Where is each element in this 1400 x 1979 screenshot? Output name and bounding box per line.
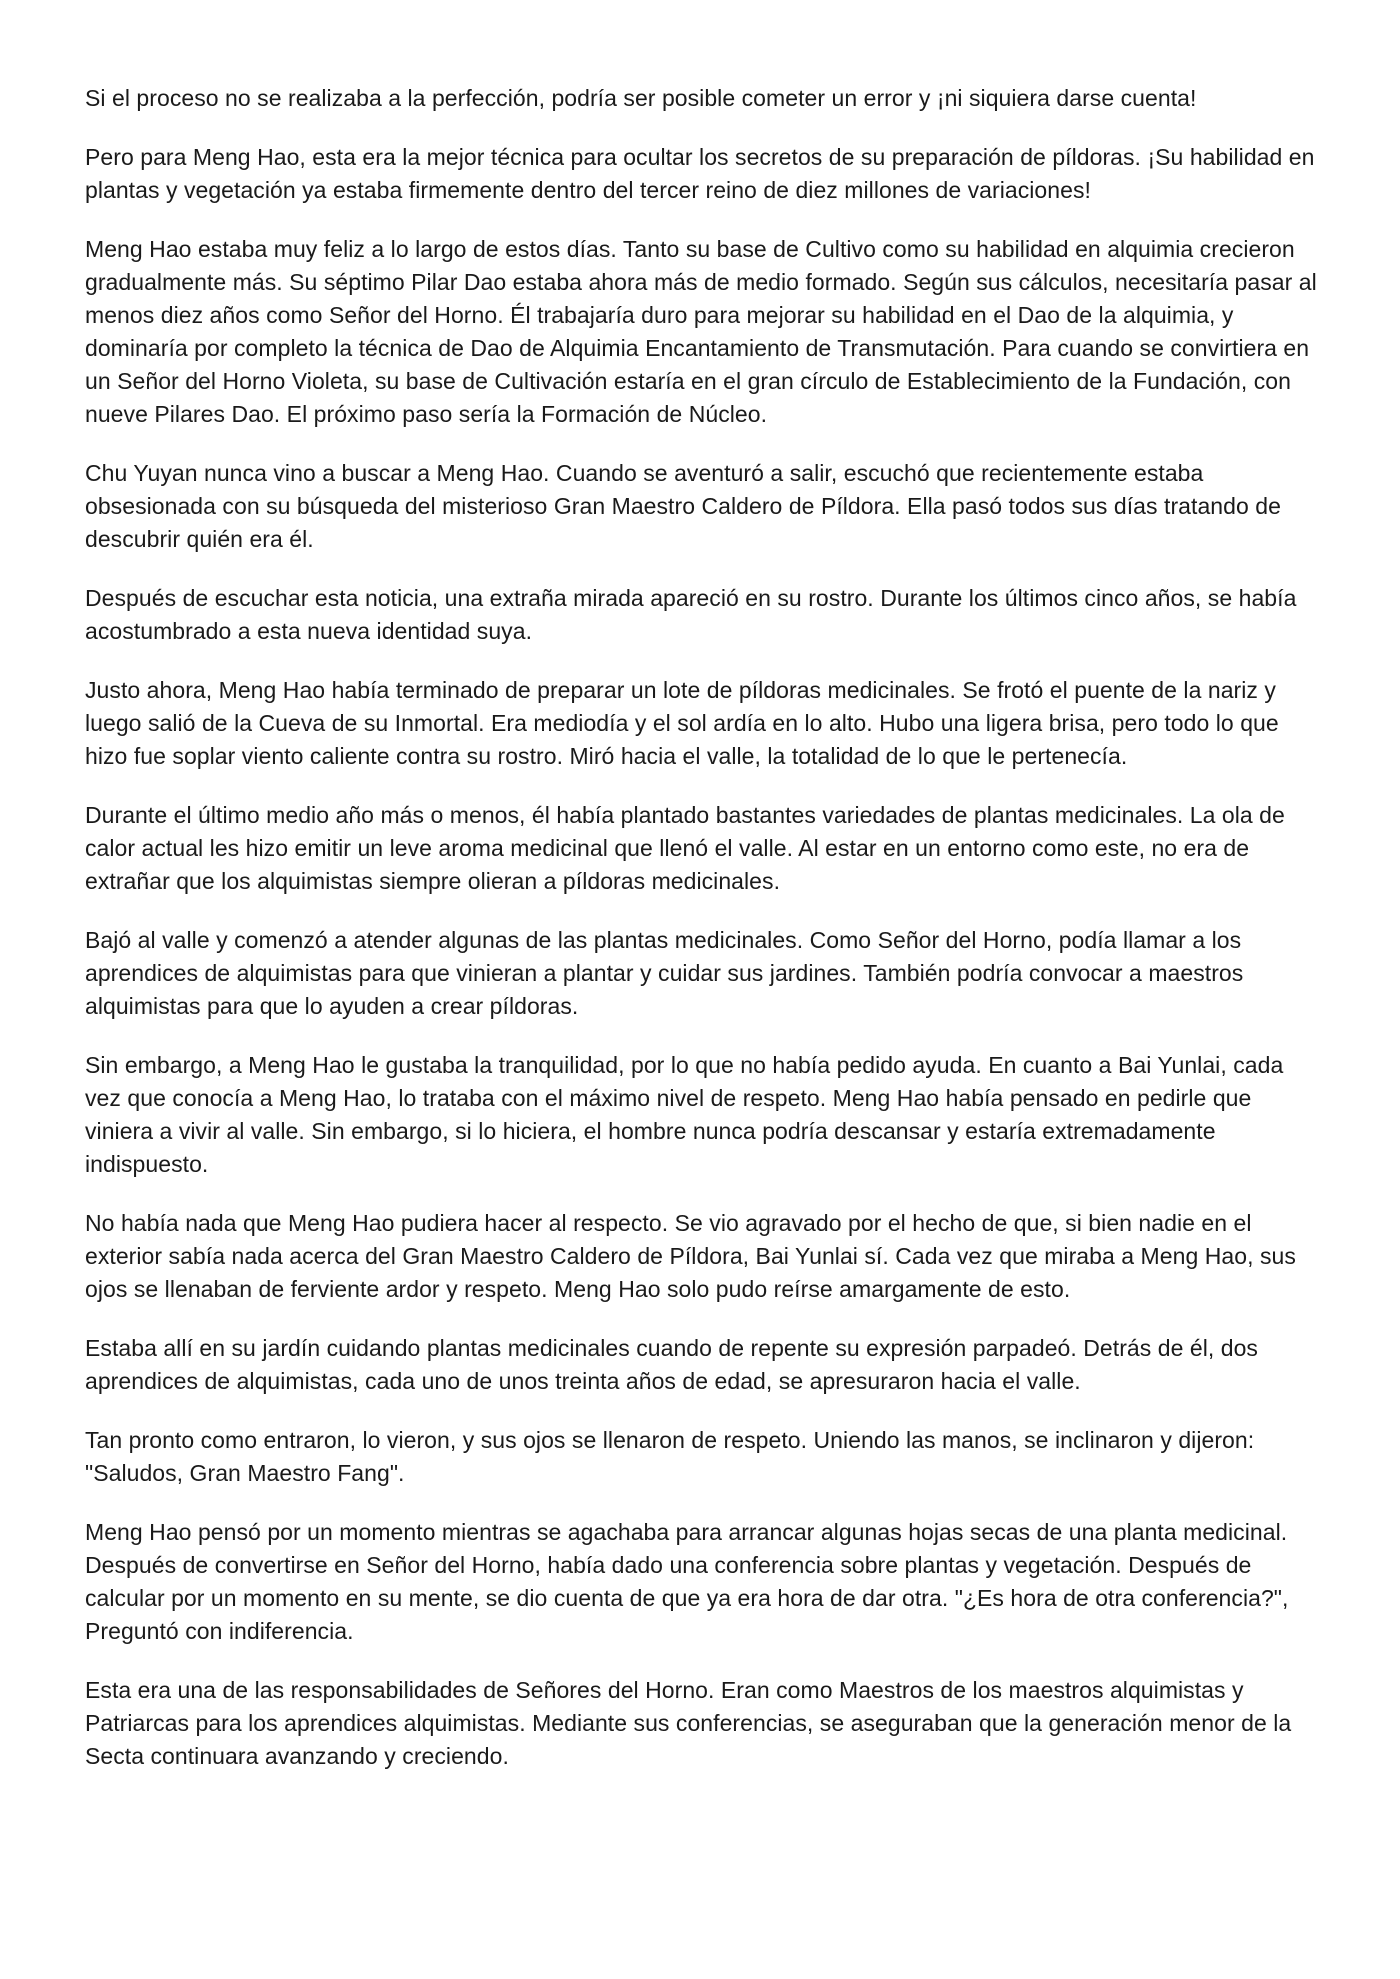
paragraph-12: Tan pronto como entraron, lo vieron, y sus ojos se llenaron de respeto. Uniendo las manos, se inclinaron y dijeron: "Saludos, Gran Maestro Fang". <box>85 1427 1255 1486</box>
paragraph-13: Meng Hao pensó por un momento mientras se agachaba para arrancar algunas hojas secas de una planta medicinal. Después de convertirse en Señor del Horno, había dado una conferencia sobre plantas y vegetación. Después de calcular por un momento en su mente, se dio cuenta de que ya era hora de dar otra. "¿Es hora de otra conferencia?", Preguntó con indiferencia. <box>85 1519 1289 1644</box>
paragraph-5: Después de escuchar esta noticia, una extraña mirada apareció en su rostro. Durante los últimos cinco años, se había acostumbrado a esta nueva identidad suya. <box>85 585 1297 644</box>
paragraph-6: Justo ahora, Meng Hao había terminado de preparar un lote de píldoras medicinales. Se frotó el puente de la nariz y luego salió de la Cueva de su Inmortal. Era mediodía y el sol ardía en lo alto. Hubo una ligera brisa, pero todo lo que hizo fue soplar viento caliente contra su rostro. Miró hacia el valle, la totalidad de lo que le pertenecía. <box>85 677 1279 769</box>
paragraph-1: Si el proceso no se realizaba a la perfección, podría ser posible cometer un error y ¡ni siquiera darse cuenta! <box>85 85 1197 111</box>
paragraph-14: Esta era una de las responsabilidades de Señores del Horno. Eran como Maestros de los maestros alquimistas y Patriarcas para los aprendices alquimistas. Mediante sus conferencias, se aseguraban que la generación menor de la Secta continuara avanzando y creciendo. <box>85 1677 1292 1769</box>
paragraph-8: Bajó al valle y comenzó a atender algunas de las plantas medicinales. Como Señor del Horno, podía llamar a los aprendices de alquimistas para que vinieran a plantar y cuidar sus jardines. También podría convocar a maestros alquimistas para que lo ayuden a crear píldoras. <box>85 927 1244 1019</box>
body-text <box>85 82 1325 1799</box>
paragraph-10: No había nada que Meng Hao pudiera hacer al respecto. Se vio agravado por el hecho de que, si bien nadie en el exterior sabía nada acerca del Gran Maestro Caldero de Píldora, Bai Yunlai sí. Cada vez que miraba a Meng Hao, sus ojos se llenaban de ferviente ardor y respeto. Meng Hao solo pudo reírse amargamente de esto. <box>85 1210 1296 1302</box>
paragraph-7: Durante el último medio año más o menos, él había plantado bastantes variedades de plantas medicinales. La ola de calor actual les hizo emitir un leve aroma medicinal que llenó el valle. Al estar en un entorno como este, no era de extrañar que los alquimistas siempre olieran a píldoras medicinales. <box>85 802 1285 894</box>
paragraph-4: Chu Yuyan nunca vino a buscar a Meng Hao. Cuando se aventuró a salir, escuchó que recientemente estaba obsesionada con su búsqueda del misterioso Gran Maestro Caldero de Píldora. Ella pasó todos sus días tratando de descubrir quién era él. <box>85 460 1281 552</box>
paragraph-2: Pero para Meng Hao, esta era la mejor técnica para ocultar los secretos de su preparación de píldoras. ¡Su habilidad en plantas y vegetación ya estaba firmemente dentro del tercer reino de diez millones de variaciones! <box>85 144 1315 203</box>
paragraph-3: Meng Hao estaba muy feliz a lo largo de estos días. Tanto su base de Cultivo como su habilidad en alquimia crecieron gradualmente más. Su séptimo Pilar Dao estaba ahora más de medio formado. Según sus cálculos, necesitaría pasar al menos diez años como Señor del Horno. Él trabajaría duro para mejorar su habilidad en el Dao de la alquimia, y dominaría por completo la técnica de Dao de Alquimia Encantamiento de Transmutación. Para cuando se convirtiera en un Señor del Horno Violeta, su base de Cultivación estaría en el gran círculo de Establecimiento de la Fundación, con nueve Pilares Dao. El próximo paso sería la Formación de Núcleo. <box>85 236 1317 427</box>
paragraph-11: Estaba allí en su jardín cuidando plantas medicinales cuando de repente su expresión parpadeó. Detrás de él, dos aprendices de alquimistas, cada uno de unos treinta años de edad, se apresuraron hacia el valle. <box>85 1335 1258 1394</box>
paragraph-9: Sin embargo, a Meng Hao le gustaba la tranquilidad, por lo que no había pedido ayuda. En cuanto a Bai Yunlai, cada vez que conocía a Meng Hao, lo trataba con el máximo nivel de respeto. Meng Hao había pensado en pedirle que viniera a vivir al valle. Sin embargo, si lo hiciera, el hombre nunca podría descansar y estaría extremadamente indispuesto. <box>85 1052 1284 1177</box>
